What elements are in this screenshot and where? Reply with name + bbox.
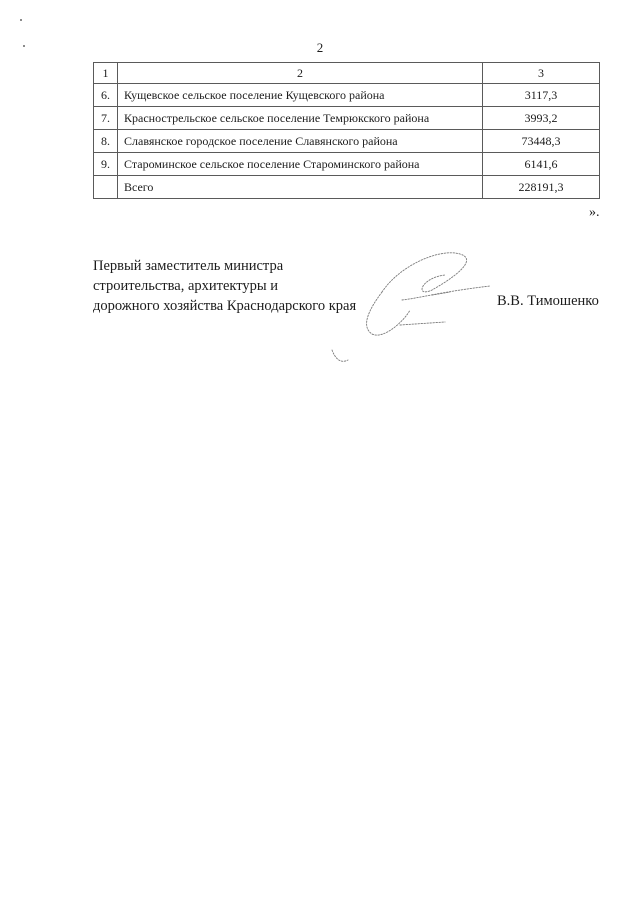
signatory-title	[93, 256, 356, 316]
header-cell-col1: 1	[94, 63, 118, 84]
settlement-name: Кущевское сельское поселение Кущевского района	[118, 84, 483, 107]
page-number: 2	[316, 40, 324, 55]
signatory-title-line: строительства, архитектуры и	[93, 278, 279, 294]
signatory-title-line: дорожного хозяйства Краснодарского края	[93, 298, 357, 314]
table-row	[94, 130, 600, 153]
signer-name: В.В. Тимошенко	[497, 293, 599, 309]
header-cell-col2: 2	[118, 63, 483, 84]
row-number: 6.	[94, 84, 118, 107]
table-header-row	[94, 63, 600, 84]
row-number: 8.	[94, 130, 118, 153]
row-number: 7.	[94, 107, 118, 130]
total-row	[94, 176, 600, 199]
settlement-name: Славянское городское поселение Славянского района	[118, 130, 483, 153]
table-row	[94, 84, 600, 107]
total-value: 228191,3	[483, 176, 600, 199]
row-number: 9.	[94, 153, 118, 176]
table-row	[94, 107, 600, 130]
header-cell-col3: 3	[483, 63, 600, 84]
total-row-number	[94, 176, 118, 199]
amount-value: 73448,3	[483, 130, 600, 153]
amount-value: 3117,3	[483, 84, 600, 107]
total-label: Всего	[118, 176, 483, 199]
closing-quote: ».	[589, 205, 600, 220]
settlement-name: Староминское сельское поселение Староминского района	[118, 153, 483, 176]
amount-value: 3993,2	[483, 107, 600, 130]
amount-value: 6141,6	[483, 153, 600, 176]
signatory-title-line: Первый заместитель министра	[93, 258, 284, 274]
allocation-table	[93, 62, 600, 199]
settlement-name: Краснострельское сельское поселение Темрюкского района	[118, 107, 483, 130]
scan-speck	[20, 19, 22, 21]
table-row	[94, 153, 600, 176]
handwritten-signature	[320, 240, 490, 370]
